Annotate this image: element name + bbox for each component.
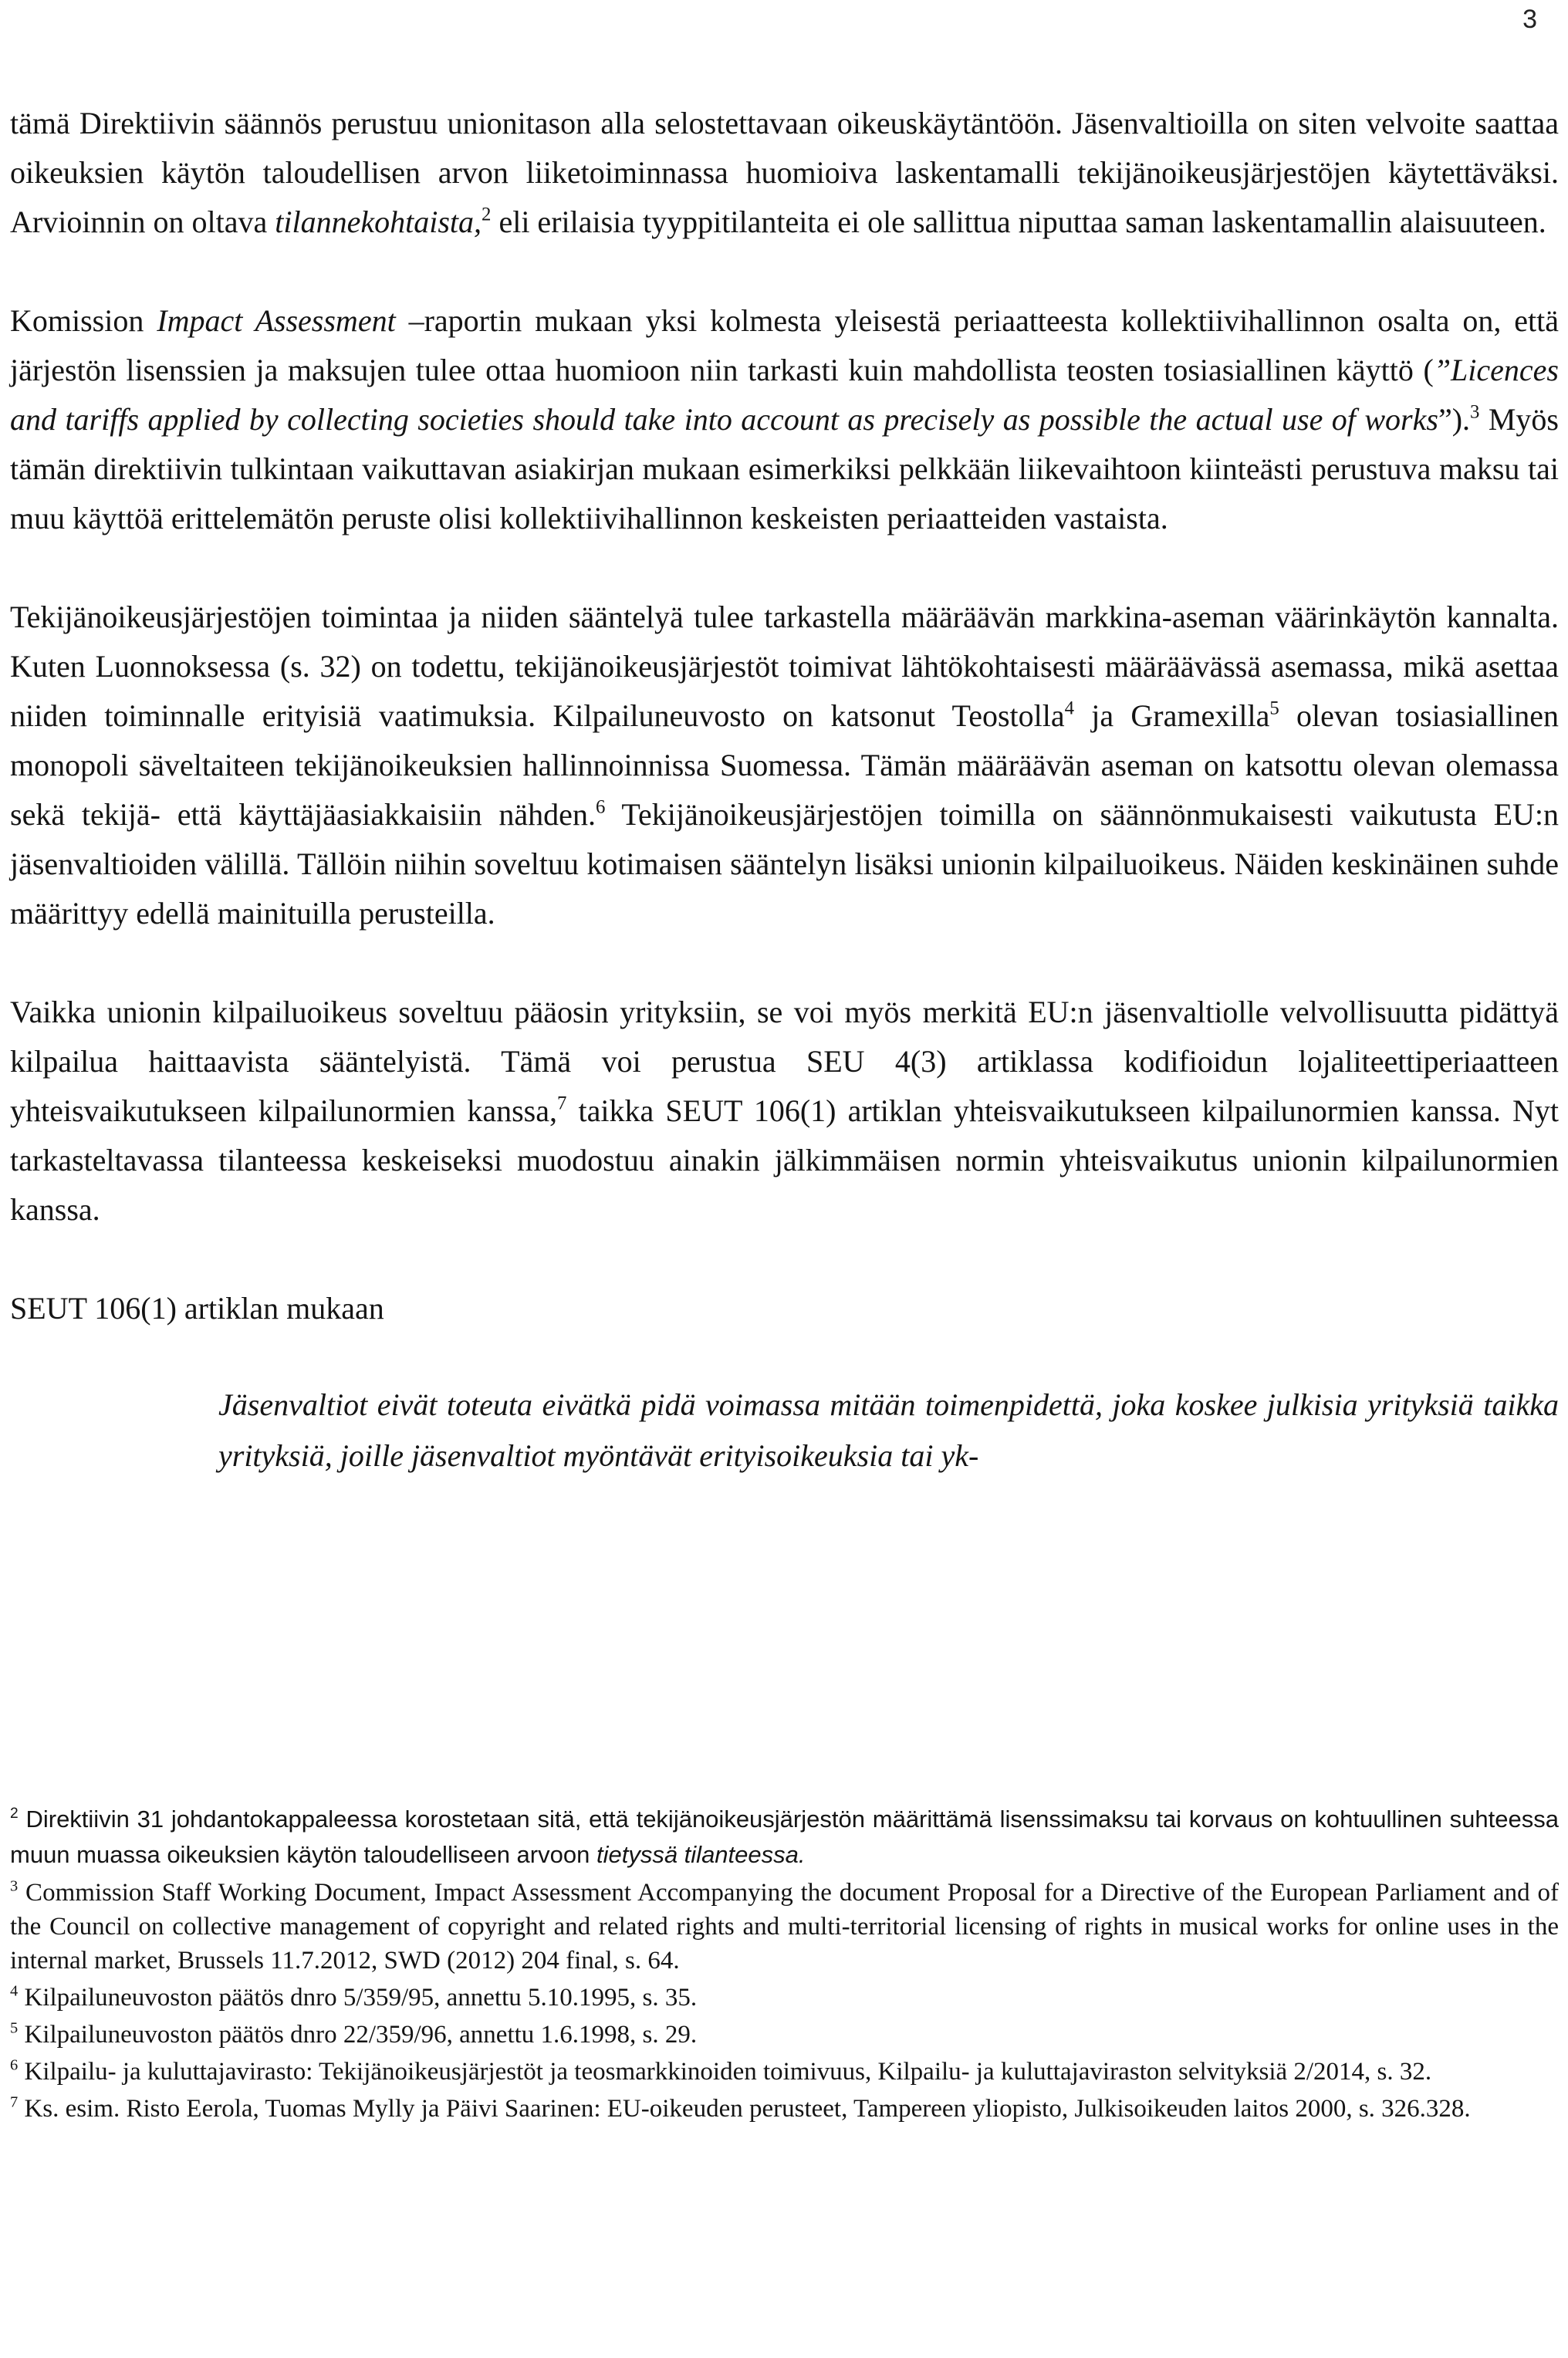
footnote-2-text: Direktiivin 31 johdantokappaleessa korostetaan sitä, että tekijänoikeusjärjestön määrittämä lisenssimaksu tai korvaus on kohtuullinen suhteessa muun muassa oikeuksien käytön taloudelliseen arvoon xyxy=(10,1806,1559,1868)
paragraph-1-text-b: eli erilaisia tyyppitilanteita ei ole sallittua niputtaa saman laskentamallin alaisuuteen. xyxy=(491,204,1546,239)
footnote-6-text: Kilpailu- ja kuluttajavirasto: Tekijänoikeusjärjestöt ja teosmarkkinoiden toimivuus, Kilpailu- ja kuluttajaviraston selvityksiä 2/2014, s. 32. xyxy=(18,2058,1432,2086)
footnote-7-number: 7 xyxy=(10,2093,19,2111)
footnote-2-emphasis: tietyssä tilanteessa. xyxy=(596,1841,806,1868)
paragraph-1 xyxy=(10,99,1559,247)
footnotes xyxy=(10,1802,1559,2129)
paragraph-2-emphasis-b: ”Licences and tariffs applied by collecting societies should take into account as precisely as possible the actual use of works xyxy=(10,353,1559,437)
footnote-5 xyxy=(10,2018,1559,2052)
footnote-7-text: Ks. esim. Risto Eerola, Tuomas Mylly ja Päivi Saarinen: EU-oikeuden perusteet, Tampereen yliopisto, Julkisoikeuden laitos 2000, s. 326.328. xyxy=(18,2095,1471,2123)
footnote-3 xyxy=(10,1876,1559,1978)
footnote-4-text: Kilpailuneuvoston päätös dnro 5/359/95, annettu 5.10.1995, s. 35. xyxy=(18,1984,698,2012)
paragraph-4-text-a: Vaikka unionin kilpailuoikeus soveltuu pääosin yrityksiin, se voi myös merkitä EU:n jäsenvaltiolle velvollisuutta pidättyä kilpailua haittaavista sääntelyistä. Tämä voi perustua SEU 4(3) artiklassa kodifioidun lojaliteettiperiaatteen yhteisvaikutukseen kilpailunormien kanssa, xyxy=(10,995,1559,1128)
paragraph-2-text-c: ”). xyxy=(1438,402,1471,437)
paragraph-2-text-a: Komission xyxy=(10,303,157,338)
footnote-ref-2: 2 xyxy=(482,204,492,225)
footnote-4 xyxy=(10,1981,1559,2015)
footnote-ref-4: 4 xyxy=(1064,698,1075,719)
footnote-2-number: 2 xyxy=(10,1806,19,1823)
block-quote: Jäsenvaltiot eivät toteuta eivätkä pidä voimassa mitään toimenpidettä, joka koskee julkisia yrityksiä taikka yrityksiä, joille jäsenvaltiot myöntävät erityisoikeuksia tai yk- xyxy=(218,1387,1559,1473)
footnote-6-number: 6 xyxy=(10,2056,19,2074)
footnote-5-text: Kilpailuneuvoston päätös dnro 22/359/96, annettu 1.6.1998, s. 29. xyxy=(18,2021,698,2049)
page-number: 3 xyxy=(1522,5,1537,34)
paragraph-4 xyxy=(10,988,1559,1235)
body-text xyxy=(10,99,1559,1481)
paragraph-3 xyxy=(10,593,1559,938)
paragraph-1-emphasis: tilannekohtaista, xyxy=(275,204,482,239)
paragraph-2-text-d: Myös tämän direktiivin tulkintaan vaikuttavan asiakirjan mukaan esimerkiksi pelkkään liikevaihtoon kiinteästi perustuva maksu tai muu käyttöä erittelemätön peruste olisi kollektiivihallinnon keskeisten periaatteiden vastaista. xyxy=(10,402,1560,535)
footnote-6 xyxy=(10,2055,1559,2089)
paragraph-2-text-b: –raportin mukaan yksi kolmesta yleisestä periaatteesta kollektiivihallinnon osalta on, että järjestön lisenssien ja maksujen tulee ottaa huomioon niin tarkasti kuin mahdollista teosten tosiasiallinen käyttö ( xyxy=(10,303,1560,387)
footnote-4-number: 4 xyxy=(10,1982,19,2000)
paragraph-3-text-d: Tekijänoikeusjärjestöjen toimilla on säännönmukaisesti vaikutusta EU:n jäsenvaltioiden välillä. Tällöin niihin soveltuu kotimaisen sääntelyn lisäksi unionin kilpailuoikeus. Näiden keskinäinen suhde määrittyy edellä mainituilla perusteilla. xyxy=(10,797,1560,931)
paragraph-3-text-a: Tekijänoikeusjärjestöjen toimintaa ja niiden sääntelyä tulee tarkastella määräävän markkina-aseman väärinkäytön kannalta. Kuten Luonnoksessa (s. 32) on todettu, tekijänoikeusjärjestöt toimivat lähtökohtaisesti määräävässä asemassa, mikä asettaa niiden toiminnalle erityisiä vaatimuksia. Kilpailuneuvosto on katsonut Teostolla xyxy=(10,600,1559,733)
paragraph-1-text-a: tämä Direktiivin säännös perustuu unionitason alla selostettavaan oikeuskäytäntöön. Jäsenvaltioilla on siten velvoite saattaa oikeuksien käytön taloudellisen arvon liiketoiminnassa huomioiva laskentamalli tekijänoikeusjärjestöjen käytettäväksi. Arvioinnin on oltava xyxy=(10,106,1559,239)
paragraph-2 xyxy=(10,296,1559,543)
footnote-ref-3: 3 xyxy=(1470,401,1480,423)
footnote-5-number: 5 xyxy=(10,2019,19,2037)
footnote-2 xyxy=(10,1802,1559,1873)
footnote-3-text: Commission Staff Working Document, Impact Assessment Accompanying the document Proposal for a Directive of the European Parliament and of the Council on collective management of copyright and related rights and multi-territorial licensing of rights in musical works for online uses in the internal market, Brussels 11.7.2012, SWD (2012) 204 final, s. 64. xyxy=(10,1879,1559,1975)
footnote-7 xyxy=(10,2092,1559,2126)
paragraph-3-text-c: olevan tosiasiallinen monopoli säveltaiteen tekijänoikeuksien hallinnoinnissa Suomessa. Tämän määräävän aseman on katsottu olevan olemassa sekä tekijä- että käyttäjäasiakkaisiin nähden. xyxy=(10,698,1560,832)
paragraph-2-emphasis-a: Impact Assessment xyxy=(157,303,396,338)
paragraph-3-text-b: ja Gramexilla xyxy=(1074,698,1270,733)
footnote-ref-5: 5 xyxy=(1269,698,1279,719)
footnote-ref-6: 6 xyxy=(595,796,606,818)
paragraph-5: SEUT 106(1) artiklan mukaan xyxy=(10,1291,384,1326)
paragraph-4-text-b: taikka SEUT 106(1) artiklan yhteisvaikutukseen kilpailunormien kanssa. Nyt tarkasteltavassa tilanteessa keskeiseksi muodostuu ainakin jälkimmäisen normin yhteisvaikutus unionin kilpailunormien kanssa. xyxy=(10,1093,1560,1227)
footnote-ref-7: 7 xyxy=(557,1093,567,1114)
footnote-3-number: 3 xyxy=(10,1877,19,1895)
